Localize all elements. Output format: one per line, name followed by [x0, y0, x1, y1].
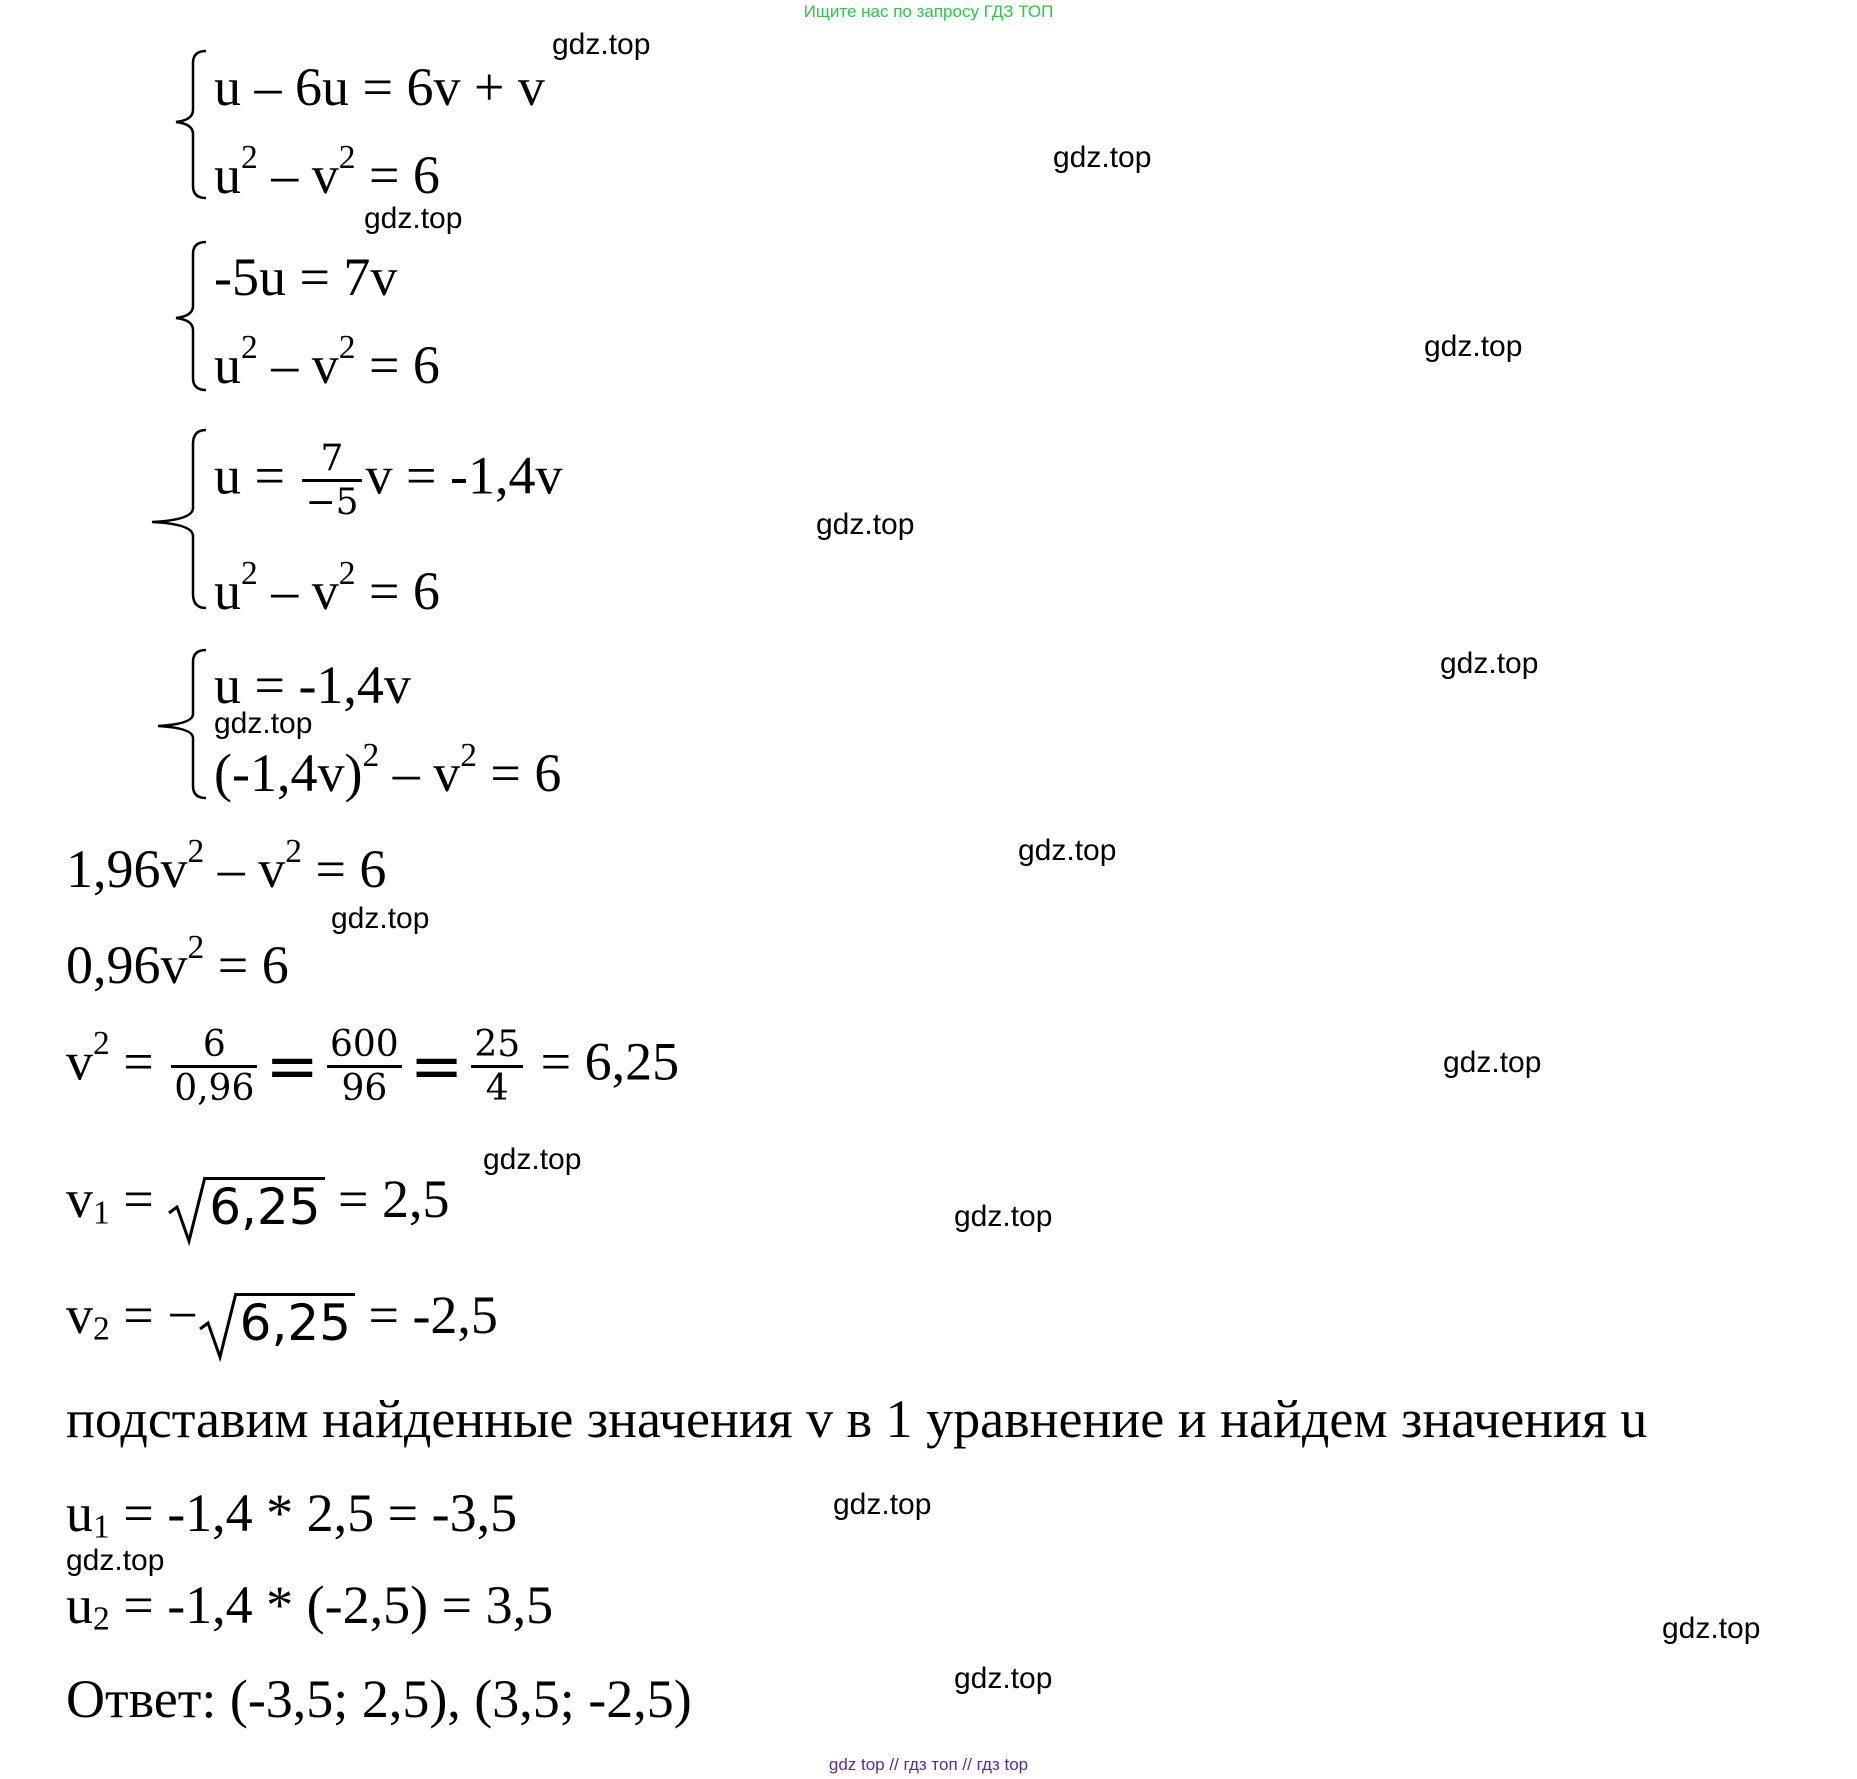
explanation-text: подставим найденные значения v в 1 уравнение и найдем значения u — [66, 1389, 1648, 1449]
system1-eq1: u – 6u = 6v + v — [214, 57, 545, 117]
radical-sign-icon — [198, 1287, 238, 1359]
equation-system-1 — [158, 48, 758, 208]
brace-icon — [154, 646, 214, 806]
footer-links: gdz top // гдз топ // гдз top — [828, 1755, 1029, 1774]
watermark: gdz.top — [1443, 1046, 1542, 1079]
fraction: $\frac{25}{4}$ — [471, 1024, 523, 1110]
watermark: gdz.top — [214, 707, 313, 740]
fraction: $\frac{6}{0,96}$ — [171, 1024, 257, 1110]
fraction: $\frac{600}{96}$ — [327, 1024, 402, 1110]
step-line-3: $v^2$ = $\frac{6}{0,96}$ = $\frac{600}{96}$ = $\frac{25}{4}$ = 6,25 — [66, 1024, 680, 1110]
square-root: 6,25 — [198, 1293, 355, 1349]
watermark: gdz.top — [1018, 834, 1117, 867]
watermark: gdz.top — [483, 1143, 582, 1176]
watermark: gdz.top — [954, 1200, 1053, 1233]
answer: Ответ: (-3,5; 2,5), (3,5; -2,5) — [66, 1669, 692, 1729]
brace-icon — [158, 48, 218, 208]
watermark: gdz.top — [1662, 1612, 1761, 1645]
system2-eq2: $u^2 - v^2 = 6$ — [214, 328, 440, 395]
step-line-1: $1,96v^2 - v^2 = 6$ — [66, 832, 387, 899]
footer-link[interactable]: гдз top — [976, 1755, 1029, 1774]
watermark: gdz.top — [1053, 141, 1152, 174]
equation-system-2 — [164, 238, 764, 398]
watermark: gdz.top — [954, 1662, 1053, 1695]
system1-eq2: $u^2 - v^2 = 6$ — [214, 138, 440, 205]
equation-system-3 — [148, 426, 848, 621]
step-line-4: $v_1$ = 6,25 = 2,5 — [66, 1172, 450, 1233]
step-line-2: $0,96v^2 = 6$ — [66, 928, 289, 995]
watermark: gdz.top — [1424, 330, 1523, 363]
system4-eq2: $(-1,4v)^2 - v^2 = 6$ — [214, 736, 562, 803]
watermark: gdz.top — [833, 1488, 932, 1521]
footer-link[interactable]: гдз топ — [903, 1755, 958, 1774]
step-line-6: $u_1 = -1,4 * 2,5 = -3,5$ — [66, 1483, 518, 1546]
brace-icon — [148, 426, 208, 616]
step-line-7: $u_2 = -1,4 * (-2,5) = 3,5$ — [66, 1575, 554, 1638]
watermark: gdz.top — [331, 902, 430, 935]
system2-eq1: -5u = 7v — [214, 247, 398, 307]
system3-eq2: $u^2 - v^2 = 6$ — [214, 554, 440, 621]
watermark: gdz.top — [66, 1544, 165, 1577]
footer-link[interactable]: gdz top — [828, 1755, 885, 1774]
step-line-5: $v_2$ = − 6,25 = -2,5 — [66, 1288, 498, 1349]
system4-eq1: u = -1,4v — [214, 655, 411, 715]
equation-system-4 — [154, 646, 854, 806]
fraction: $\frac{7}{-5}$ — [302, 438, 361, 524]
radical-sign-icon — [167, 1171, 207, 1243]
watermark: gdz.top — [816, 508, 915, 541]
watermark: gdz.top — [364, 202, 463, 235]
watermark: gdz.top — [552, 28, 651, 61]
square-root: 6,25 — [167, 1177, 324, 1233]
system3-eq1: u = $\frac{7}{-5}$ v = -1,4v — [214, 438, 563, 524]
top-banner: Ищите нас по запросу ГДЗ ТОП — [803, 2, 1054, 21]
watermark: gdz.top — [1440, 647, 1539, 680]
